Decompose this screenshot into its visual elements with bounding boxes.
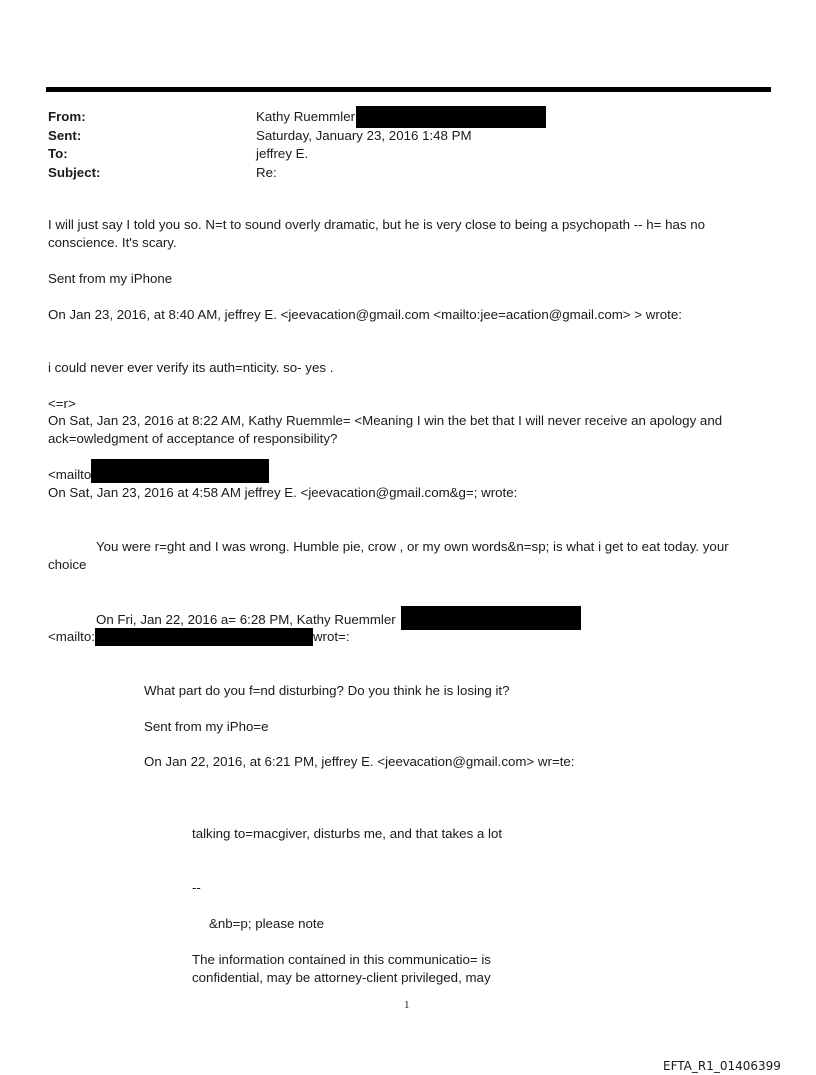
body-line: You were r=ght and I was wrong. Humble pie, crow , or my own words&n=sp; is what i get to eat today. your xyxy=(96,539,729,554)
body-line: confidential, may be attorney-client privileged, may xyxy=(192,970,491,985)
body-line: i could never ever verify its auth=nticity. so- yes . xyxy=(48,360,334,375)
sent-label: Sent: xyxy=(48,127,82,143)
from-label: From: xyxy=(48,109,86,124)
redaction-box xyxy=(401,606,581,630)
subject-row xyxy=(48,164,748,183)
signature-dash: -- xyxy=(192,880,201,895)
body-line: The information contained in this communicatio= is xyxy=(192,952,491,967)
body-line: choice xyxy=(48,557,87,572)
sent-from-line: Sent from my iPho=e xyxy=(144,719,269,734)
subject-label: Subject: xyxy=(48,164,101,180)
mailto-line: <mailto xyxy=(48,466,269,484)
quote-header: ack=owledgment of acceptance of responsibility? xyxy=(48,431,338,446)
header-rule xyxy=(46,87,771,92)
subject-value: Re: xyxy=(256,164,277,180)
redaction-box xyxy=(356,106,546,128)
body-line: What part do you f=nd disturbing? Do you think he is losing it? xyxy=(144,683,510,698)
email-header xyxy=(48,108,748,182)
from-row xyxy=(48,108,748,127)
sent-from-line: Sent from my iPhone xyxy=(48,271,173,286)
to-row xyxy=(48,145,748,164)
body-line: conscience. It's scary. xyxy=(48,235,177,250)
from-value: Kathy Ruemmler xyxy=(256,109,356,125)
quote-header: On Jan 22, 2016, at 6:21 PM, jeffrey E. <jeevacation@gmail.com> wr=te: xyxy=(144,754,575,769)
redaction-box xyxy=(95,628,313,646)
quote-header: On Sat, Jan 23, 2016 at 4:58 AM jeffrey E. <jeevacation@gmail.com&g=; wrote: xyxy=(48,485,518,500)
body-line: &nb=p; please note xyxy=(209,916,324,931)
sent-row xyxy=(48,127,748,146)
quote-header: On Fri, Jan 22, 2016 a= 6:28 PM, Kathy Ruemmler xyxy=(96,610,581,630)
to-label: To: xyxy=(48,146,68,161)
sent-value: Saturday, January 23, 2016 1:48 PM xyxy=(256,127,472,143)
quote-header: <mailto: wrot=: xyxy=(48,629,350,644)
page-number: 1 xyxy=(404,999,410,1011)
quote-header: On Sat, Jan 23, 2016 at 8:22 AM, Kathy Ruemmle= <Meaning I win the bet that I will never receive an apology and xyxy=(48,413,723,428)
body-line: <=r> xyxy=(48,396,76,411)
document-id: EFTA_R1_01406399 xyxy=(663,1059,781,1073)
body-line: talking to=macgiver, disturbs me, and that takes a lot xyxy=(192,826,503,841)
body-line: I will just say I told you so. N=t to sound overly dramatic, but he is very close to being a psychopath -- h= has no xyxy=(48,217,706,232)
redaction-box xyxy=(91,459,269,483)
to-value: jeffrey E. xyxy=(256,146,309,162)
quote-header: On Jan 23, 2016, at 8:40 AM, jeffrey E. <jeevacation@gmail.com <mailto:jee=acation@gmail.com> > wrote: xyxy=(48,307,682,322)
